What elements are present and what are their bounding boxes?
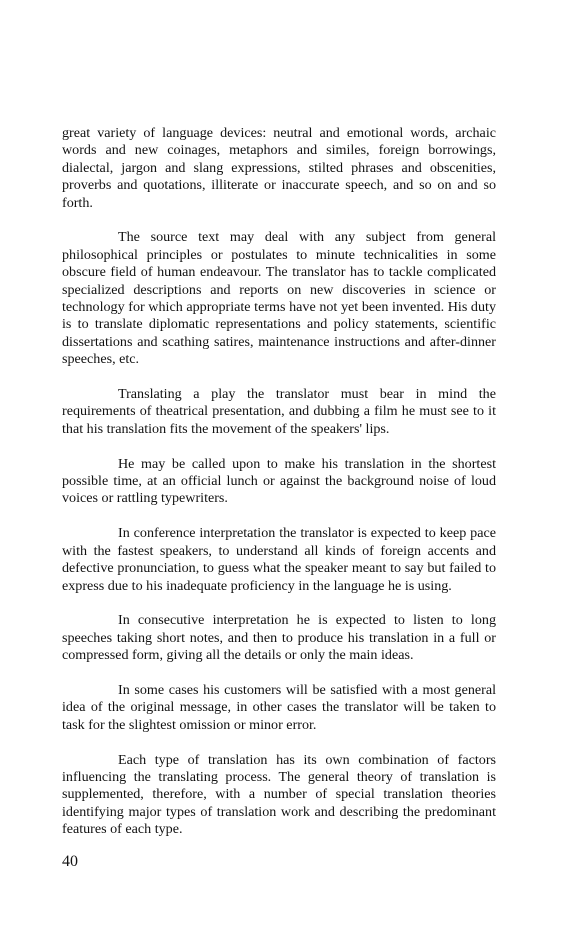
paragraph-4: He may be called upon to make his translation in the shortest possible time, at an official lunch or against the background noise of loud voices or rattling typewriters. <box>62 455 496 507</box>
page-number: 40 <box>62 853 78 870</box>
paragraph-3: Translating a play the translator must bear in mind the requirements of theatrical presentation, and dubbing a film he must see to it that his translation fits the movement of the speakers' lips. <box>62 386 496 437</box>
paragraph-7: In some cases his customers will be satisfied with a most general idea of the original message, in other cases the translator will be taken to task for the slightest omission or minor error. <box>62 681 496 733</box>
paragraph-5: In conference interpretation the translator is expected to keep pace with the fastest speakers, to understand all kinds of foreign accents and defective pronunciation, to guess what the speaker meant to say but failed to express due to his inadequate proficiency in the language he is using. <box>62 525 496 594</box>
paragraph-6: In consecutive interpretation he is expected to listen to long speeches taking short notes, and then to produce his translation in a full or compressed form, giving all the details or only the main ideas. <box>62 612 496 664</box>
paragraph-1: great variety of language devices: neutral and emotional words, archaic words and new coinages, metaphors and similes, foreign borrowings, dialectal, jargon and slang expressions, stilted phrases and obscenities, proverbs and quotations, illiterate or inaccurate speech, and so on and so forth. <box>62 125 496 211</box>
page-body <box>62 125 496 856</box>
paragraph-2: The source text may deal with any subject from general philosophical principles or postulates to minute technicalities in some obscure field of human endeavour. The translator has to tackle complicated specialized descriptions and reports on new discoveries in science or technology for which appropriate terms have not yet been invented. His duty is to translate diplomatic representations and policy statements, scientific dissertations and scathing satires, maintenance instructions and after-dinner speeches, etc. <box>62 229 496 368</box>
paragraph-8: Each type of translation has its own combination of factors influencing the translating process. The general theory of translation is supplemented, therefore, with a number of special translation theories identifying major types of translation work and describing the predominant features of each type. <box>62 751 496 838</box>
